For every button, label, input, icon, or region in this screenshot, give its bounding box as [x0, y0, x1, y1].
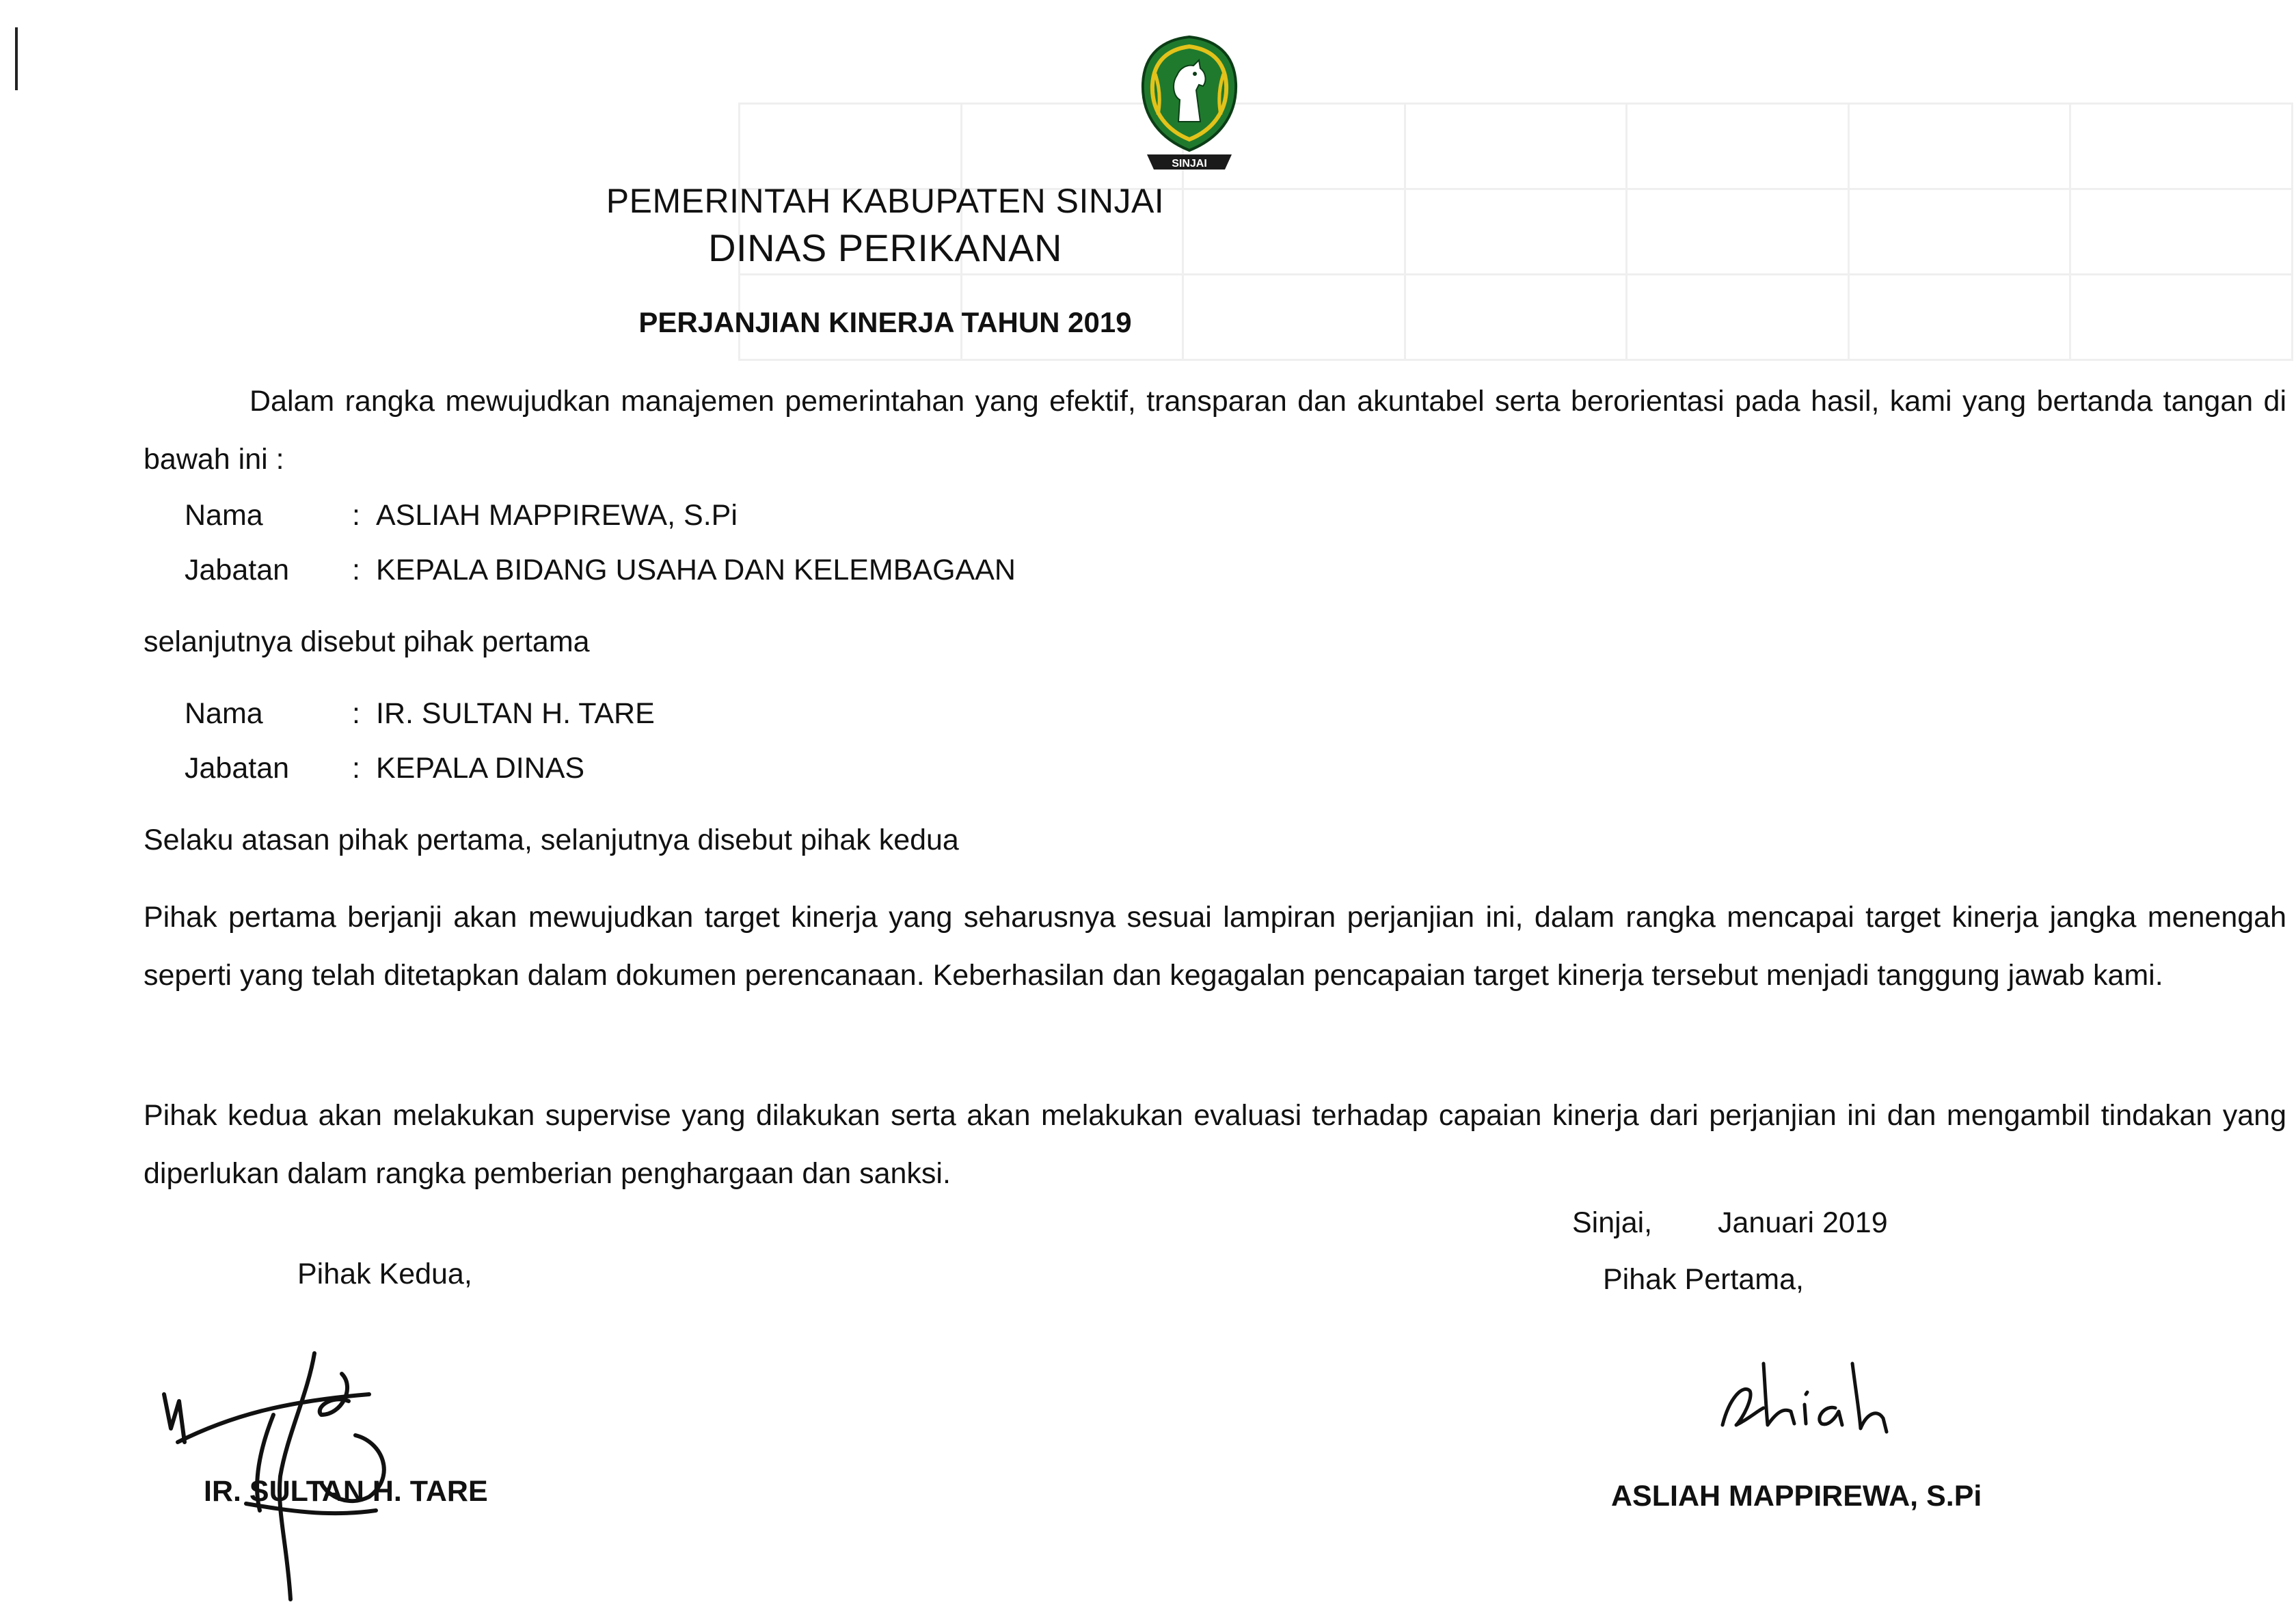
second-party-position-value: KEPALA DINAS	[376, 752, 585, 785]
second-party-name-label: Nama	[185, 697, 263, 730]
first-party-position-value: KEPALA BIDANG USAHA DAN KELEMBAGAAN	[376, 554, 1016, 586]
colon: :	[352, 499, 360, 532]
sinjai-emblem-logo	[1135, 33, 1244, 176]
signing-date: Januari 2019	[1718, 1206, 1888, 1239]
first-party-signatory-name: ASLIAH MAPPIREWA, S.Pi	[1611, 1480, 1982, 1513]
second-party-position-label: Jabatan	[185, 752, 290, 785]
second-party-signatory-name: IR. SULTAN H. TARE	[204, 1475, 488, 1508]
signing-place: Sinjai,	[1572, 1206, 1653, 1239]
first-party-sign-label: Pihak Pertama,	[1603, 1263, 1804, 1296]
colon: :	[352, 554, 360, 586]
commitment-paragraph: Pihak pertama berjanji akan mewujudkan target kinerja yang seharusnya sesuai lampiran perjanjian ini, dalam rangka mencapai target kinerja jangka menengah seperti yang telah ditetapkan dalam dokumen perencanaan. Keberhasilan dan kegagalan pencapaian target kinerja tersebut menjadi tanggung jawab kami.	[144, 901, 2286, 992]
first-party-designation: selanjutnya disebut pihak pertama	[144, 625, 590, 658]
second-party-name-value: IR. SULTAN H. TARE	[376, 697, 655, 730]
document-title: PERJANJIAN KINERJA TAHUN 2019	[638, 306, 1132, 338]
intro-paragraph: Dalam rangka mewujudkan manajemen pemerintahan yang efektif, transparan dan akuntabel serta berorientasi pada hasil, kami yang bertanda tangan di bawah ini :	[144, 385, 2286, 476]
second-party-sign-label: Pihak Kedua,	[297, 1258, 472, 1290]
supervision-paragraph: Pihak kedua akan melakukan supervise yang dilakukan serta akan melakukan evaluasi terhadap capaian kinerja dari perjanjian ini dan mengambil tindakan yang diperlukan dalam rangka pemberian penghargaan dan sanksi.	[144, 1099, 2286, 1190]
colon: :	[352, 697, 360, 730]
scan-edge-mark	[15, 27, 18, 90]
first-party-position-label: Jabatan	[185, 554, 290, 586]
first-party-name-value: ASLIAH MAPPIREWA, S.Pi	[376, 499, 738, 532]
government-heading: PEMERINTAH KABUPATEN SINJAI	[606, 182, 1165, 220]
first-party-name-label: Nama	[185, 499, 263, 532]
agency-heading: DINAS PERIKANAN	[708, 226, 1062, 269]
emblem-caption: SINJAI	[1172, 158, 1207, 170]
colon: :	[352, 752, 360, 785]
first-party-signature	[1716, 1343, 1893, 1446]
second-party-designation: Selaku atasan pihak pertama, selanjutnya disebut pihak kedua	[144, 824, 959, 856]
